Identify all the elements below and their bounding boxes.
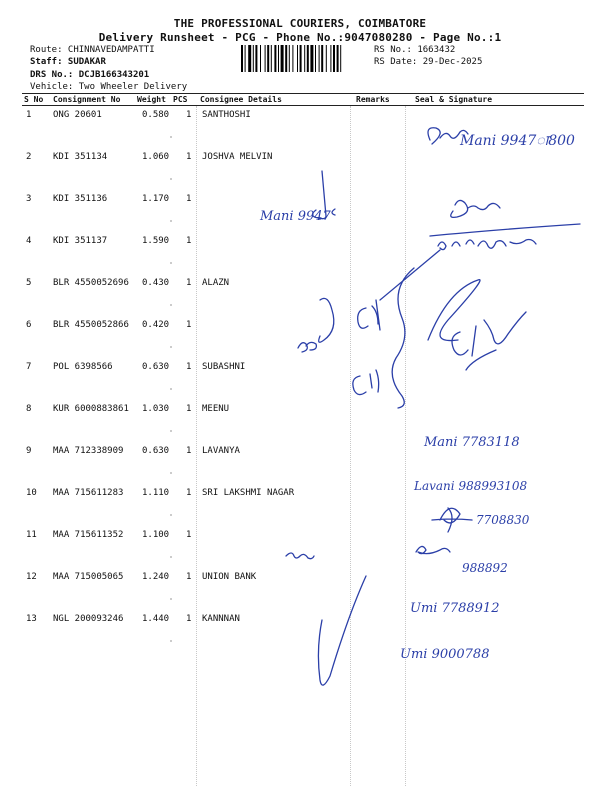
row-pcs: 1 <box>186 236 192 246</box>
col-pcs: PCS <box>173 95 188 104</box>
row-weight: 0.630 <box>142 446 170 456</box>
sig-row10: 7708830 <box>476 513 530 527</box>
row-weight: 1.240 <box>142 572 170 582</box>
row-weight: 1.030 <box>142 404 170 414</box>
sig-row3: Mani 9947 <box>260 209 331 224</box>
col-consignee: Consignee Details <box>200 95 282 104</box>
row-weight: 1.170 <box>142 194 170 204</box>
row-sno: 10 <box>26 488 37 498</box>
row-sno: 8 <box>26 404 32 414</box>
sig-row8: Mani 7783118 <box>424 435 520 450</box>
col-remarks: Remarks <box>356 95 390 104</box>
row-pcs: 1 <box>186 572 192 582</box>
row-weight: 1.440 <box>142 614 170 624</box>
row-consignment-no: KDI 351137 <box>53 236 108 246</box>
row-sno: 11 <box>26 530 37 540</box>
row-consignee: MEENU <box>202 404 230 414</box>
row-consignment-no: BLR 4550052696 <box>53 278 129 288</box>
row-consignment-no: MAA 715005065 <box>53 572 124 582</box>
sig-row1: Mani 9947ा800 <box>460 133 575 149</box>
row-weight: 1.590 <box>142 236 170 246</box>
row-consignment-no: KUR 6000883861 <box>53 404 129 414</box>
row-pcs: 1 <box>186 362 192 372</box>
row-sno: 6 <box>26 320 32 330</box>
sig-row11: 988892 <box>462 561 508 575</box>
sig-row12: Umi 7788912 <box>410 601 500 616</box>
row-consignment-no: MAA 715611283 <box>53 488 124 498</box>
row-pcs: 1 <box>186 530 192 540</box>
row-consignee: ALAZN <box>202 278 230 288</box>
rs-date: RS Date: 29-Dec-2025 <box>374 57 483 67</box>
row-sno: 13 <box>26 614 37 624</box>
row-consignee: SANTHOSHI <box>202 110 251 120</box>
row-sno: 5 <box>26 278 32 288</box>
staff-label: Staff: SUDAKAR <box>30 57 106 67</box>
row-sno: 9 <box>26 446 32 456</box>
row-weight: 1.060 <box>142 152 170 162</box>
row-weight: 1.100 <box>142 530 170 540</box>
row-consignee: LAVANYA <box>202 446 240 456</box>
row-pcs: 1 <box>186 320 192 330</box>
row-consignee: SRI LAKSHMI NAGAR <box>202 488 295 498</box>
row-weight: 0.430 <box>142 278 170 288</box>
row-sno: 4 <box>26 236 32 246</box>
row-pcs: 1 <box>186 488 192 498</box>
row-weight: 0.630 <box>142 362 170 372</box>
col-consignment: Consignment No <box>53 95 121 104</box>
sig-row9: Lavani 988993108 <box>414 479 528 493</box>
row-sno: 2 <box>26 152 32 162</box>
row-pcs: 1 <box>186 614 192 624</box>
row-sno: 3 <box>26 194 32 204</box>
row-sno: 1 <box>26 110 32 120</box>
col-sno: S No <box>24 95 44 104</box>
row-consignment-no: KDI 351134 <box>53 152 108 162</box>
row-consignee: SUBASHNI <box>202 362 246 372</box>
row-weight: 0.580 <box>142 110 170 120</box>
row-weight: 0.420 <box>142 320 170 330</box>
row-consignee: UNION BANK <box>202 572 257 582</box>
sig-row13: Umi 9000788 <box>400 647 490 662</box>
row-pcs: 1 <box>186 446 192 456</box>
col-weight: Weight <box>137 95 166 104</box>
route-label: Route: CHINNAVEDAMPATTI <box>30 45 155 55</box>
row-consignment-no: NGL 200093246 <box>53 614 124 624</box>
row-pcs: 1 <box>186 278 192 288</box>
row-consignment-no: BLR 4550052866 <box>53 320 129 330</box>
row-pcs: 1 <box>186 152 192 162</box>
row-pcs: 1 <box>186 194 192 204</box>
company-title: THE PROFESSIONAL COURIERS, COIMBATORE <box>173 17 427 30</box>
row-consignee: KANNNAN <box>202 614 240 624</box>
row-pcs: 1 <box>186 110 192 120</box>
row-consignee: JOSHVA MELVIN <box>202 152 273 162</box>
col-seal-signature: Seal & Signature <box>415 95 493 104</box>
row-consignment-no: KDI 351136 <box>53 194 108 204</box>
runsheet-subtitle: Delivery Runsheet - PCG - Phone No.:9047080280 - Page No.:1 <box>98 31 502 44</box>
row-sno: 12 <box>26 572 37 582</box>
vehicle-label: Vehicle: Two Wheeler Delivery <box>30 82 188 92</box>
row-consignment-no: ONG 20601 <box>53 110 102 120</box>
row-consignment-no: POL 6398566 <box>53 362 113 372</box>
row-weight: 1.110 <box>142 488 170 498</box>
drs-number: DRS No.: DCJB166343201 <box>30 70 150 80</box>
row-sno: 7 <box>26 362 32 372</box>
row-pcs: 1 <box>186 404 192 414</box>
row-consignment-no: MAA 715611352 <box>53 530 124 540</box>
row-consignment-no: MAA 712338909 <box>53 446 124 456</box>
rs-number: RS No.: 1663432 <box>374 45 456 55</box>
